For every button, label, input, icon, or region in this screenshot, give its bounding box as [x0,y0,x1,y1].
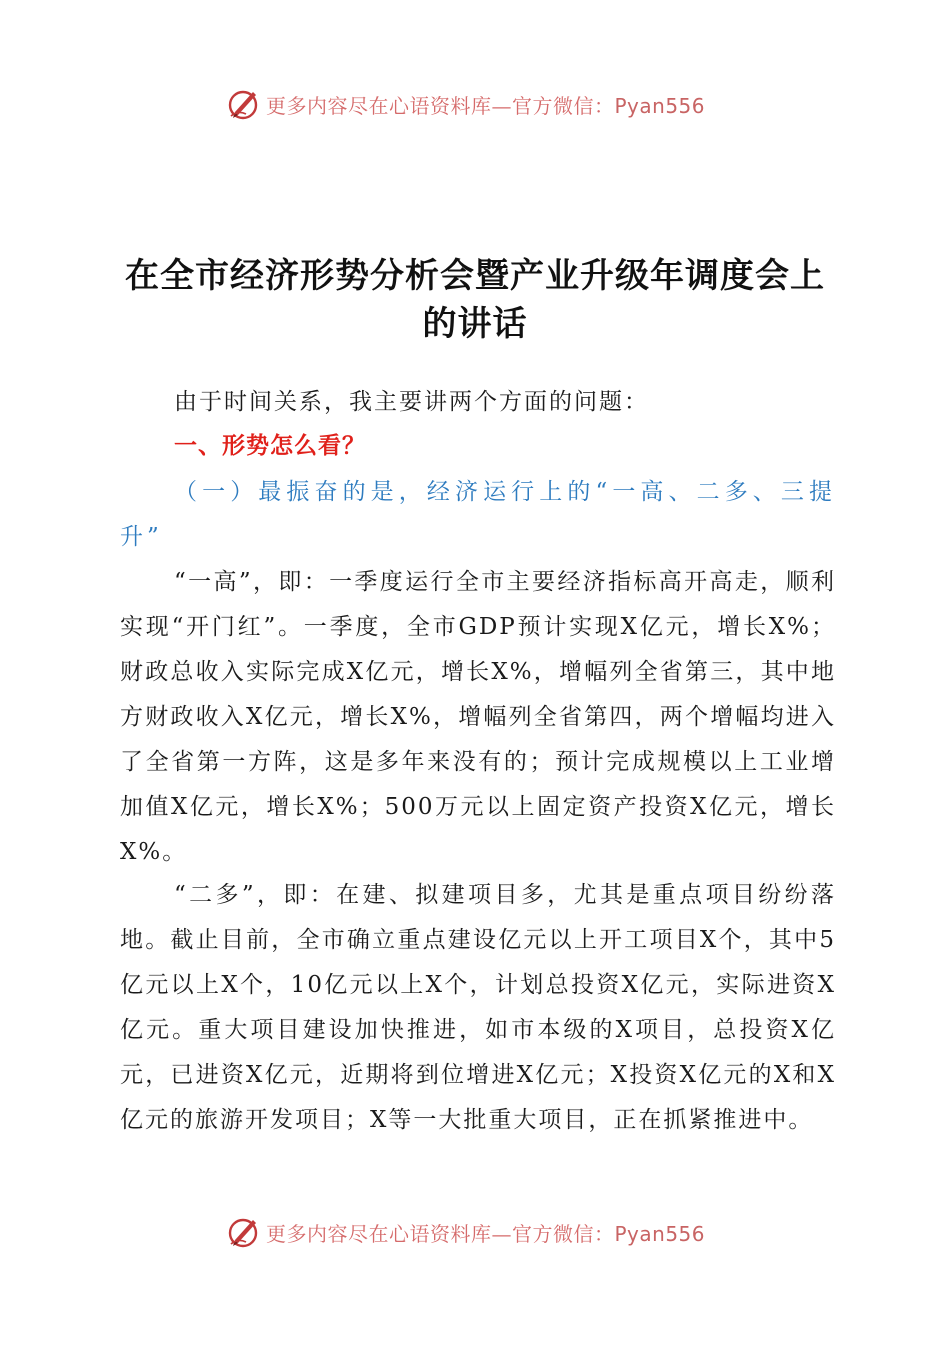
wechat-id: Pyan556 [614,93,706,118]
header-banner [0,84,950,124]
banner-text: 更多内容尽在心语资料库—官方微信：Pyan556 [266,93,706,118]
title-line-2: 的讲话 [422,304,528,344]
subsection-heading-1: （一）最振奋的是，经济运行上的“一高、二多、三提升” [120,479,836,550]
pen-logo-icon [226,1214,262,1250]
body-paragraph-2: “二多”，即：在建、拟建项目多，尤其是重点项目纷纷落地。截止目前，全市确立重点建设亿元以上开工项目X个，其中5亿元以上X个，10亿元以上X个，计划总投资X亿元，实际进资X亿元。重大项目建设加快推进，如市本级的X项目，总投资X亿元，已进资X亿元，近期将到位增进X亿元；X投资X亿元的X和X亿元的旅游开发项目；X等一大批重大项目，正在抓紧推进中。 [120,882,836,1133]
intro-paragraph: 由于时间关系，我主要讲两个方面的问题： [174,389,649,415]
banner-text: 更多内容尽在心语资料库—官方微信：Pyan556 [266,1221,706,1246]
page-title [100,252,850,348]
wechat-id: Pyan556 [614,1221,706,1246]
pen-logo-icon [226,86,262,122]
body-paragraph-1: “一高”，即：一季度运行全市主要经济指标高开高走，顺利实现“开门红”。一季度，全市GDP预计实现X亿元，增长X%；财政总收入实际完成X亿元，增长X%，增幅列全省第三，其中地方财政收入X亿元，增长X%，增幅列全省第四，两个增幅均进入了全省第一方阵，这是多年来没有的；预计完成规模以上工业增加值X亿元，增长X%；500万元以上固定资产投资X亿元，增长X%。 [120,569,836,865]
title-line-1: 在全市经济形势分析会暨产业升级年调度会上 [125,256,825,296]
section-heading-1: 一、形势怎么看？ [174,433,366,459]
footer-banner [0,1212,950,1252]
